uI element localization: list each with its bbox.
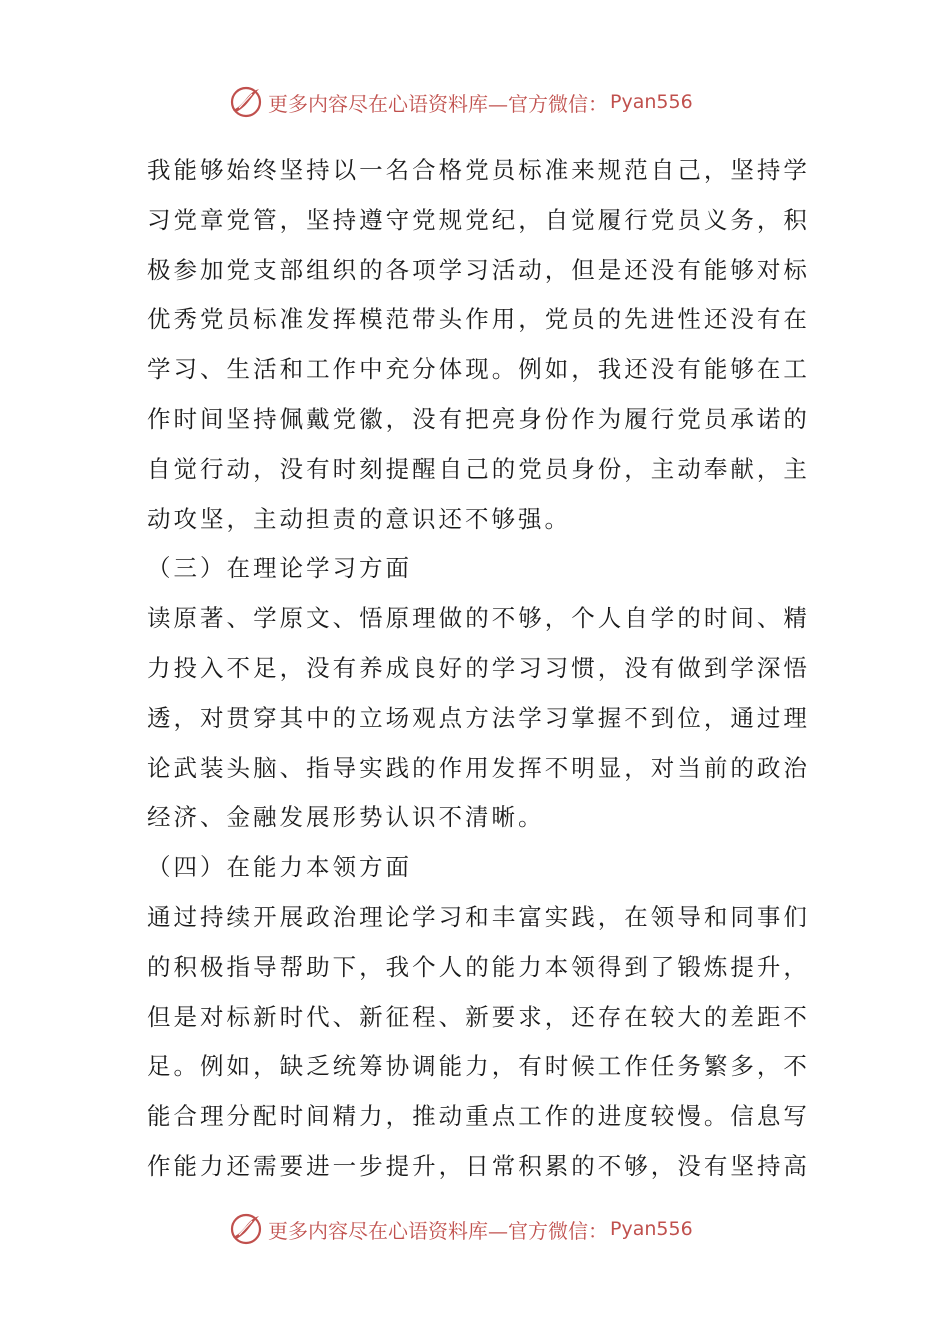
paragraph-line: 作 时 间 坚 持 佩 戴 党 徽 ， 没 有 把 亮 身 份 作 为 履 行 党 员 承 诺 的	[147, 404, 807, 433]
paragraph-line: 作 能 力 还 需 要 进 一 步 提 升 ， 日 常 积 累 的 不 够 ， 没 有 坚 持 高	[147, 1151, 807, 1180]
paragraph-line: 通 过 持 续 开 展 政 治 理 论 学 习 和 丰 富 实 践 ， 在 领 导 和 同 事 们	[147, 902, 807, 931]
paragraph-line: 的 积 极 指 导 帮 助 下 ， 我 个 人 的 能 力 本 领 得 到 了 锻 炼 提 升 ，	[147, 952, 807, 981]
paragraph-line: 优 秀 党 员 标 准 发 挥 模 范 带 头 作 用 ， 党 员 的 先 进 性 还 没 有 在	[147, 305, 807, 334]
document-body	[147, 146, 807, 1192]
pen-circle-logo-icon	[228, 84, 264, 120]
paragraph-line: 足 。 例 如 ， 缺 乏 统 筹 协 调 能 力 ， 有 时 候 工 作 任 务 繁 多 ， 不	[147, 1052, 807, 1081]
footer-watermark-banner	[228, 1209, 748, 1249]
paragraph-line: 力 投 入 不 足 ， 没 有 养 成 良 好 的 学 习 习 惯 ， 没 有 做 到 学 深 悟	[147, 653, 807, 682]
paragraph-line: 读 原 著 、 学 原 文 、 悟 原 理 做 的 不 够 ， 个 人 自 学 的 时 间 、 精	[147, 604, 807, 633]
section-heading: （三）在理论学习方面	[147, 554, 412, 583]
paragraph-line: 经济、金融发展形势认识不清晰。	[147, 803, 545, 832]
paragraph-line: 习 党 章 党 管 ， 坚 持 遵 守 党 规 党 纪 ， 自 觉 履 行 党 员 义 务 ， 积	[147, 205, 807, 234]
wechat-id: Pyan556	[610, 91, 693, 113]
header-watermark-banner	[228, 82, 748, 122]
paragraph-line: 透 ， 对 贯 穿 其 中 的 立 场 观 点 方 法 学 习 掌 握 不 到 位 ， 通 过 理	[147, 703, 807, 732]
pen-circle-logo-icon	[228, 1211, 264, 1247]
paragraph-line: 极 参 加 党 支 部 组 织 的 各 项 学 习 活 动 ， 但 是 还 没 有 能 够 对 标	[147, 255, 807, 284]
wechat-id: Pyan556	[610, 1218, 693, 1240]
paragraph-line: 论 武 装 头 脑 、 指 导 实 践 的 作 用 发 挥 不 明 显 ， 对 当 前 的 政 治	[147, 753, 807, 782]
paragraph-line: 动攻坚，主动担责的意识还不够强。	[147, 504, 571, 533]
paragraph-line: 学 习 、 生 活 和 工 作 中 充 分 体 现 。 例 如 ， 我 还 没 有 能 够 在 工	[147, 355, 807, 384]
section-heading: （四）在能力本领方面	[147, 853, 412, 882]
paragraph-line: 但 是 对 标 新 时 代 、 新 征 程 、 新 要 求 ， 还 存 在 较 大 的 差 距 不	[147, 1002, 807, 1031]
paragraph-line: 我 能 够 始 终 坚 持 以 一 名 合 格 党 员 标 准 来 规 范 自 己 ， 坚 持 学	[147, 156, 807, 184]
paragraph-line: 自 觉 行 动 ， 没 有 时 刻 提 醒 自 己 的 党 员 身 份 ， 主 动 奉 献 ， 主	[147, 454, 807, 483]
banner-text: 更多内容尽在心语资料库—官方微信：	[268, 1218, 608, 1243]
banner-text: 更多内容尽在心语资料库—官方微信：	[268, 91, 608, 116]
paragraph-line: 能 合 理 分 配 时 间 精 力 ， 推 动 重 点 工 作 的 进 度 较 慢 。 信 息 写	[147, 1102, 807, 1131]
